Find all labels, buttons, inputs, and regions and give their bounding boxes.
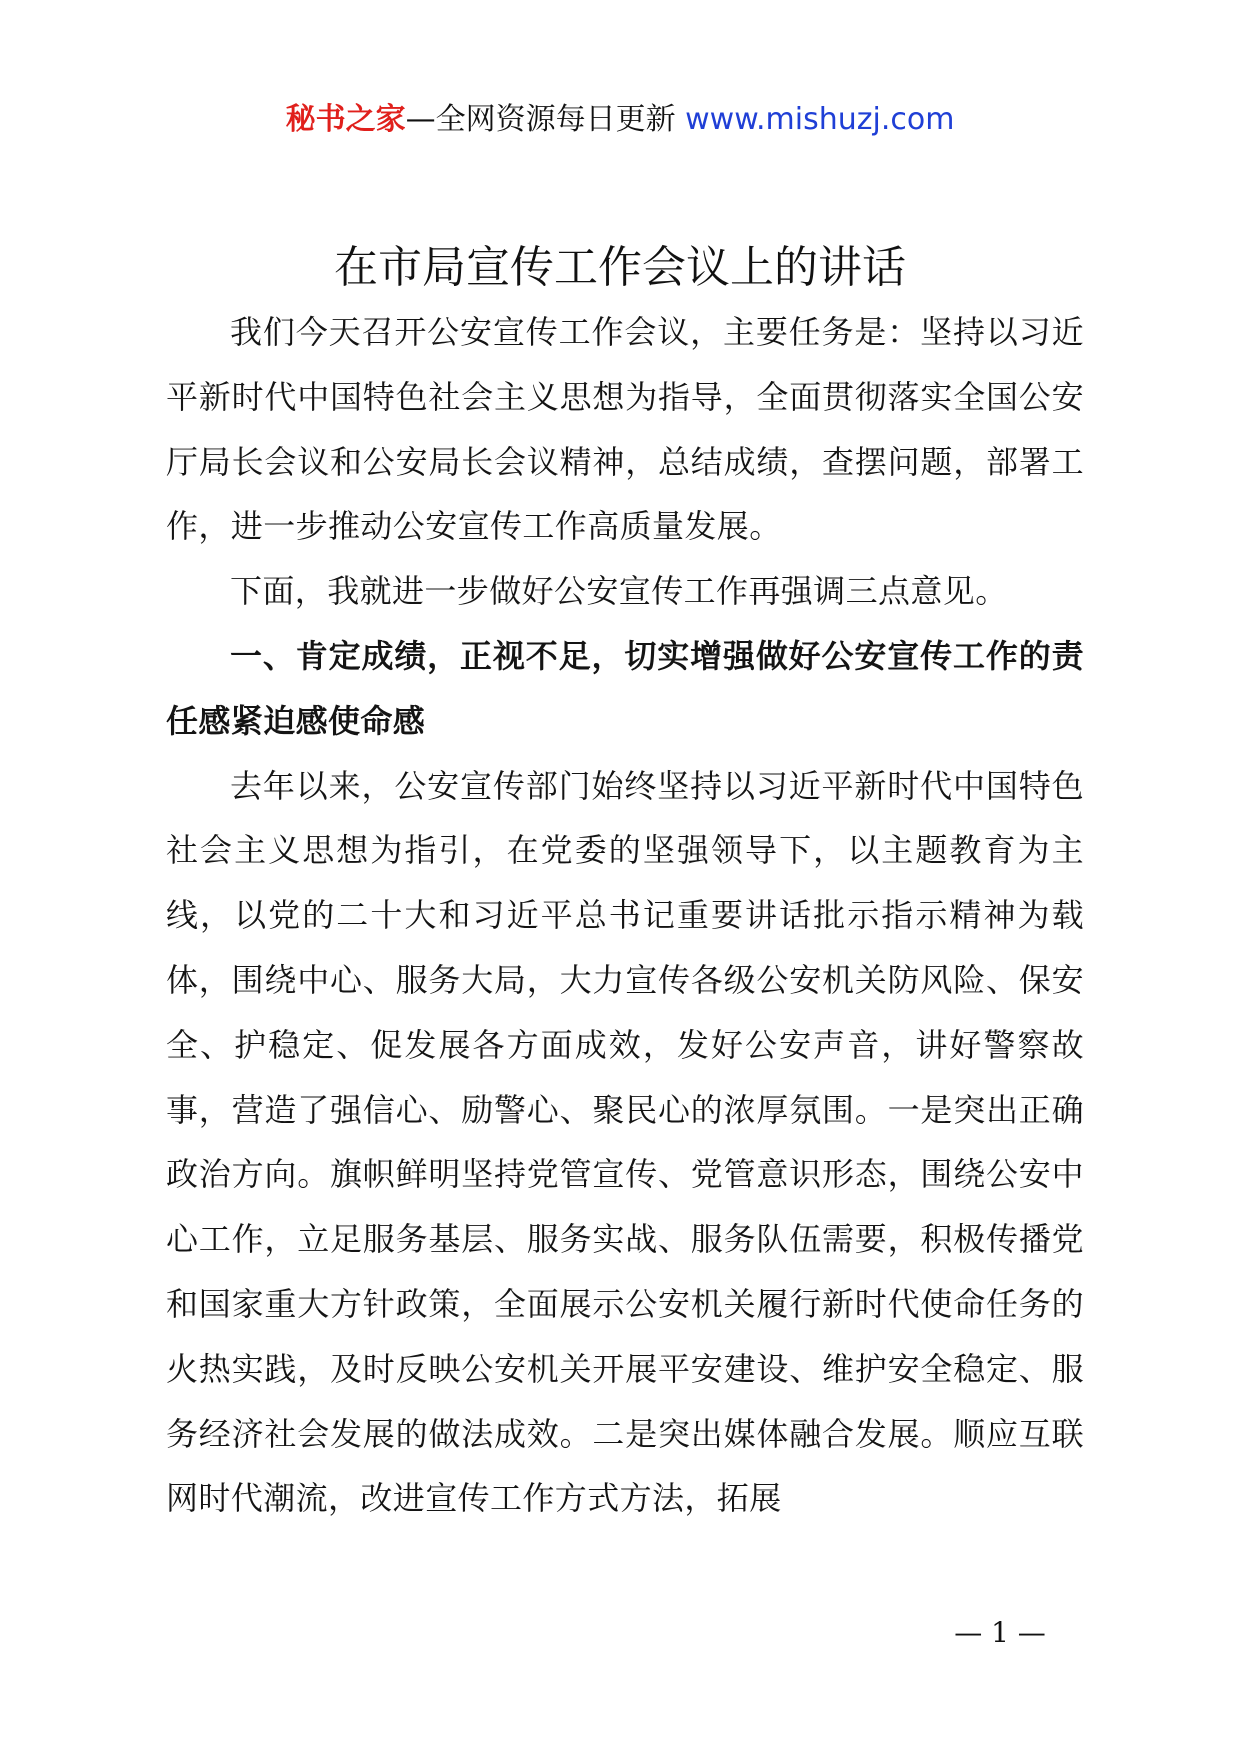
document-title: 在市局宣传工作会议上的讲话 — [334, 242, 906, 293]
paragraph-transition: 下面，我就进一步做好公安宣传工作再强调三点意见。 — [230, 572, 1008, 611]
document-body — [166, 300, 1084, 1531]
site-brand-name: 秘书之家 — [285, 102, 406, 137]
section-heading-1: 一、肯定成绩，正视不足，切实增强做好公安宣传工作的责任感紧迫感使命感 — [166, 636, 1084, 740]
paragraph-achievements: 去年以来，公安宣传部门始终坚持以习近平新时代中国特色社会主义思想为指引，在党委的坚强领导下，以主题教育为主线，以党的二十大和习近平总书记重要讲话批示指示精神为载体，围绕中心、服务大局，大力宣传各级公安机关防风险、保安全、护稳定、促发展各方面成效，发好公安声音，讲好警察故事，营造了强信心、励警心、聚民心的浓厚氛围。一是突出正确政治方向。旗帜鲜明坚持党管宣传、党管意识形态，围绕公安中心工作，立足服务基层、服务实战、服务队伍需要，积极传播党和国家重大方针政策，全面展示公安机关履行新时代使命任务的火热实践，及时反映公安机关开展平安建设、维护安全稳定、服务经济社会发展的做法成效。二是突出媒体融合发展。顺应互联网时代潮流，改进宣传工作方式方法，拓展 — [166, 766, 1084, 1518]
site-banner — [0, 100, 1240, 140]
site-tagline: —全网资源每日更新 — [405, 102, 676, 137]
page-number: — 1 — — [954, 1616, 1046, 1649]
paragraph-intro: 我们今天召开公安宣传工作会议，主要任务是：坚持以习近平新时代中国特色社会主义思想为指导，全面贯彻落实全国公安厅局长会议和公安局长会议精神，总结成绩，查摆问题，部署工作，进一步推动公安宣传工作高质量发展。 — [166, 313, 1084, 546]
site-url-link[interactable]: www.mishuzj.com — [685, 102, 955, 137]
